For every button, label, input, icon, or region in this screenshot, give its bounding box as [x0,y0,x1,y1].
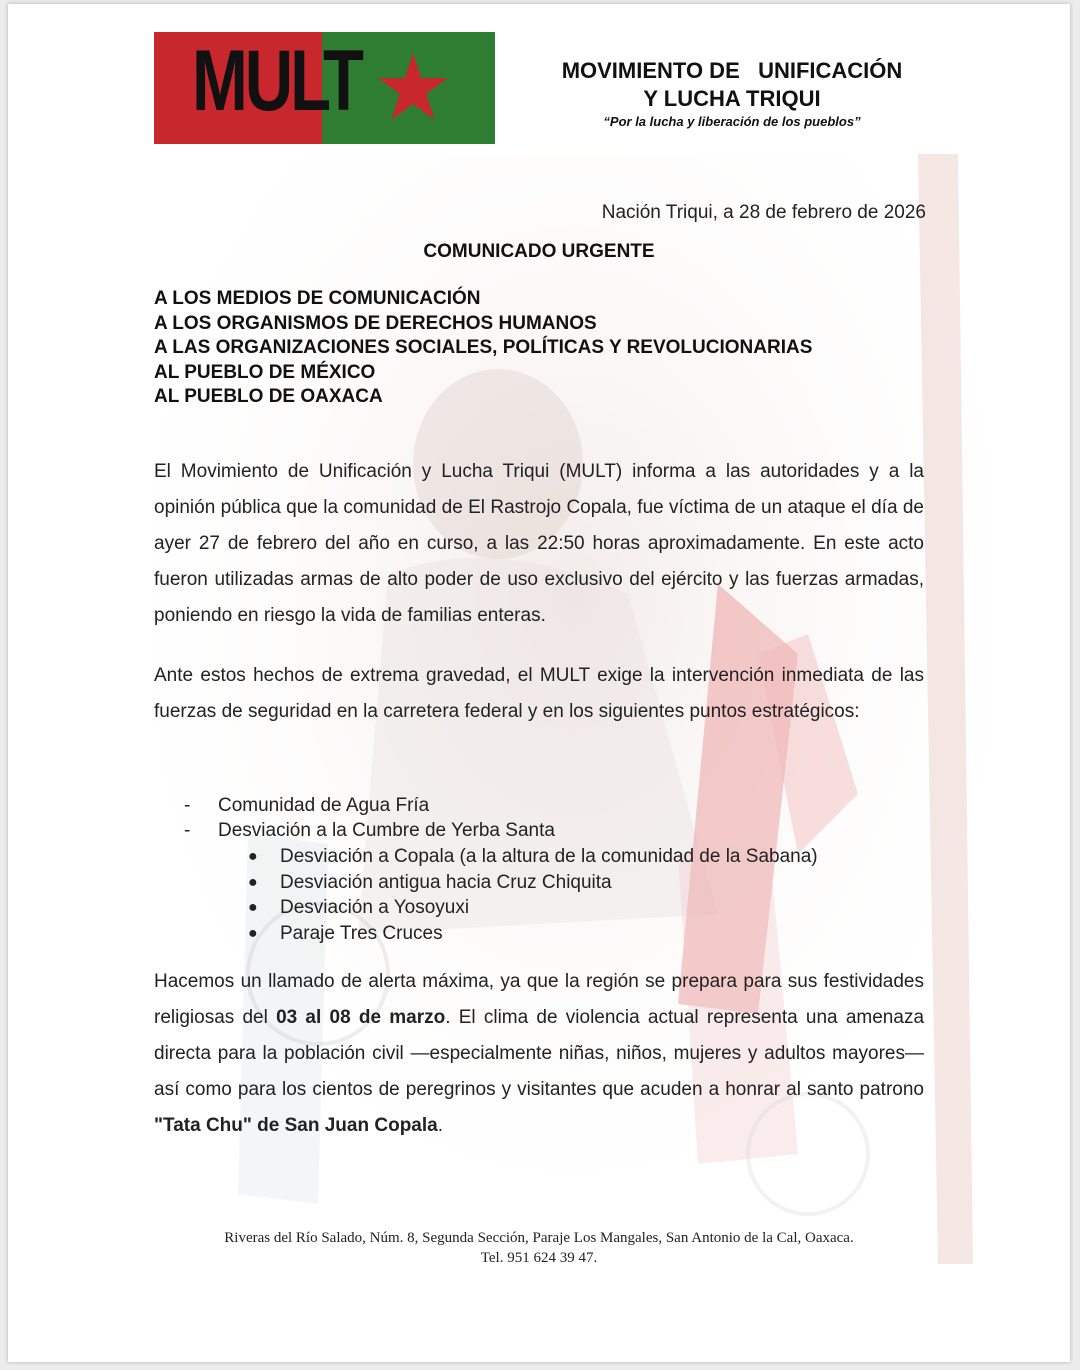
festivity-dates: 03 al 08 de marzo [276,1007,446,1028]
sub-points-list [248,844,818,946]
footer-contact [8,1228,1070,1268]
date-line: Nación Triqui, a 28 de febrero de 2026 [601,202,926,223]
list-item: ● Desviación a Yosoyuxi [248,897,470,918]
list-item: - Desviación a la Cumbre de Yerba Santa [184,819,555,841]
list-item: ● Desviación antigua hacia Cruz Chiquita [248,871,612,893]
document-page [8,4,1070,1362]
document-title: COMUNICADO URGENTE [423,241,655,262]
footer-address: Riveras del Río Salado, Núm. 8, Segunda Sección, Paraje Los Mangales, San Antonio de la Cal, Oaxaca. [224,1230,854,1246]
star-icon [376,50,450,124]
addressee-item: A LOS ORGANISMOS DE DERECHOS HUMANOS [154,312,597,334]
list-item: ● Desviación a Copala (a la altura de la comunidad de la Sabana) [248,846,818,867]
patron-saint: "Tata Chu" de San Juan Copala [154,1115,438,1136]
list-item: ● Paraje Tres Cruces [248,922,443,944]
paragraph-demand: Ante estos hechos de extrema gravedad, el MULT exige la intervención inmediata de las fuerzas de seguridad en la carretera federal y en los siguientes puntos estratégicos: [154,665,924,722]
logo-text: MULT [192,33,361,129]
mult-logo [154,32,495,144]
addressee-item: AL PUEBLO DE MÉXICO [154,361,376,383]
org-name-line1: MOVIMIENTO DE UNIFICACIÓN [561,58,903,83]
organization-name [528,57,936,113]
addressee-item: A LAS ORGANIZACIONES SOCIALES, POLÍTICAS Y REVOLUCIONARIAS [154,337,813,358]
motto: “Por la lucha y liberación de los pueblos” [603,114,861,129]
strategic-points-list [184,794,555,843]
paragraph-attack-report: El Movimiento de Unificación y Lucha Triqui (MULT) informa a las autoridades y a la opinión pública que la comunidad de El Rastrojo Copala, fue víctima de un ataque el día de ayer 27 de febrero del año en curso, a las 22:50 horas aproximadamente. En este acto fueron utilizadas armas de alto poder de uso exclusivo del ejército y las fuerzas armadas, poniendo en riesgo la vida de familias enteras. [154,461,924,626]
addressee-list [154,287,812,410]
org-name-line2: Y LUCHA TRIQUI [643,86,821,111]
paragraph-alert: Hacemos un llamado de alerta máxima, ya que la región se prepara para sus festividades religiosas del 03 al 08 de marzo. El clima de violencia actual representa una amenaza directa para la población civil —especialmente niñas, niños, mujeres y adultos mayores— así como para los cientos de peregrinos y visitantes que acuden a honrar al santo patrono "Tata Chu" de San Juan Copala. [154,971,925,1136]
list-item: - Comunidad de Agua Fría [184,795,430,816]
addressee-item: A LOS MEDIOS DE COMUNICACIÓN [154,288,481,309]
footer-phone: Tel. 951 624 39 47. [480,1250,598,1266]
addressee-item: AL PUEBLO DE OAXACA [154,386,383,407]
